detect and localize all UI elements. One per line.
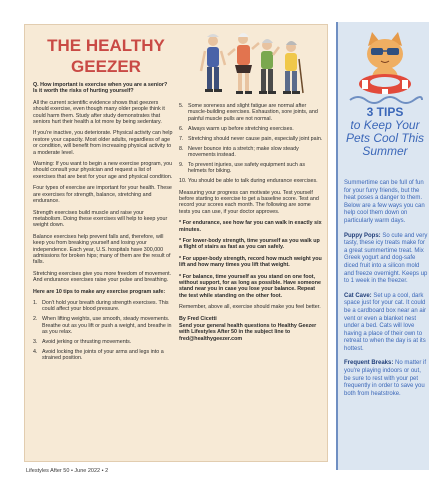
tip-item: 5. Some soreness and slight fatigue are normal after muscle-building exercises. Exhaustion, sore joints, and painful muscle pulls are not normal.	[179, 103, 318, 122]
contact-note: Send your general health questions to Healthy Geezer with Lifestyles After 50 in the subject line to fred@healthygeezer.com	[179, 323, 317, 342]
tip-item: 2. When lifting weights, use smooth, steady movements. Breathe out as you lift or push a weight, and breathe in as you relax.	[33, 316, 172, 336]
article-title: THE HEALTHY GEEZER	[47, 36, 165, 76]
article-paragraph: If you're inactive, you deteriorate. Physical activity can help restore your capacity. Most older adults, regardless of age or condition, will benefit from increasing physical activity to a moderate level.	[33, 130, 173, 156]
test-item: * For upper-body strength, record how much weight you lift and how many times you lift that weight.	[179, 255, 322, 269]
sidebar-tip: Cat Cave: Set up a cool, dark space just for your cat. It could be a cardboard box near an air vent or even a blanket nest under a bed. Cats will love having a place of their own to retreat to when the day is at its hottest.	[344, 292, 427, 352]
article-paragraph: Remember, above all, exercise should make you feel better.	[179, 304, 321, 311]
article-paragraph: Balance exercises help prevent falls and, therefore, will keep you from breaking yourself and losing your independence. Each year, U.S. hospitals have 300,000 admissions for broken hips; many of them are the result of falls.	[33, 233, 171, 266]
pets-sidebar	[336, 22, 429, 470]
article-paragraph: Warning: If you want to begin a new exercise program, you should consult your physician and request a list of exercises that are best for your age and physical condition.	[33, 161, 173, 180]
sidebar-tips-count: 3 TIPS	[366, 105, 404, 119]
tips-heading: Here are 10 tips to make any exercise program safe:	[33, 288, 166, 295]
article-paragraph: All the current scientific evidence shows that geezers should exercise, even though many older people think it could harm them. Study after study demonstrates that seniors hurt their health a lot more by being sedentary.	[33, 99, 165, 126]
seniors-walking-illustration	[195, 31, 307, 101]
sidebar-tip: Frequent Breaks: No matter if you're playing indoors or out, be sure to rest with your pet frequently in order to save you both from heatstroke.	[344, 360, 427, 397]
test-item: * For endurance, see how far you can walk in exactly six minutes.	[179, 220, 322, 233]
article-paragraph: Stretching exercises give you more freedom of movement. And endurance exercises raise your pulse and breathing.	[33, 270, 172, 284]
tip-item: 1. Don't hold your breath during strength exercises. This could affect your blood pressure.	[33, 299, 169, 313]
cat-with-float-illustration	[346, 26, 424, 108]
byline: By Fred Cicetti	[179, 315, 217, 322]
tip-item: 10. You should be able to talk during endurance exercises.	[179, 178, 318, 185]
article-box	[24, 24, 328, 462]
page-footer: Lifestyles After 50 • June 2022 • 2	[26, 468, 109, 474]
sidebar-tips-title: to Keep Your Pets Cool This Summer	[345, 118, 425, 158]
tips-list-left	[33, 300, 173, 362]
tip-item: 6. Always warm up before stretching exercises.	[179, 125, 294, 132]
test-item: * For lower-body strength, time yourself as you walk up a flight of stairs as fast as you can safely.	[179, 238, 320, 251]
article-left-column	[33, 82, 173, 367]
tip-item: 7. Stretching should never cause pain, especially joint pain.	[179, 135, 323, 142]
tip-item: 8. Never bounce into a stretch; make slow steady movements instead.	[179, 145, 299, 158]
article-question: Q. How important is exercise when you are a senior? Is it worth the risks of hurting yourself?	[33, 82, 168, 95]
article-paragraph: Strength exercises build muscle and raise your metabolism. Doing these exercises will help to keep your weight down.	[33, 209, 168, 229]
article-right-column	[179, 103, 323, 347]
sidebar-heading	[342, 106, 428, 158]
tip-item: 3. Avoid jerking or thrusting movements.	[33, 339, 132, 345]
tip-item: 4. Avoid locking the joints of your arms and legs into a strained position.	[33, 348, 164, 362]
tip-item: 9. To prevent injuries, use safety equipment such as helmets for biking.	[179, 161, 306, 175]
sidebar-body	[344, 180, 428, 405]
test-item: * For balance, time yourself as you stand on one foot, without support, for as long as possible. Have someone stand near you in case you lose your balance. Repeat the test while standing on the other foot.	[179, 273, 321, 299]
article-paragraph: Four types of exercise are important for your health. These are exercises for strength, balance, stretching and endurance.	[33, 185, 172, 205]
article-paragraph: Measuring your progress can motivate you. Test yourself before starting to exercise to get a baseline score. Test and record your scores each month. The following are some tests you can use, if your doctor approves.	[179, 189, 319, 215]
sidebar-intro: Summertime can be full of fun for your furry friends, but the heat poses a danger to them. Below are a few ways you can help cool them down on particularly warm days.	[344, 180, 425, 224]
tips-list-right	[179, 103, 323, 185]
sidebar-tip: Puppy Pops: So cute and very tasty, these icy treats make for a great summertime treat. Mix Greek yogurt and dog-safe diced fruit into a silicon mold and freeze overnight. Keeps up to 1 week in the freezer.	[344, 232, 428, 285]
